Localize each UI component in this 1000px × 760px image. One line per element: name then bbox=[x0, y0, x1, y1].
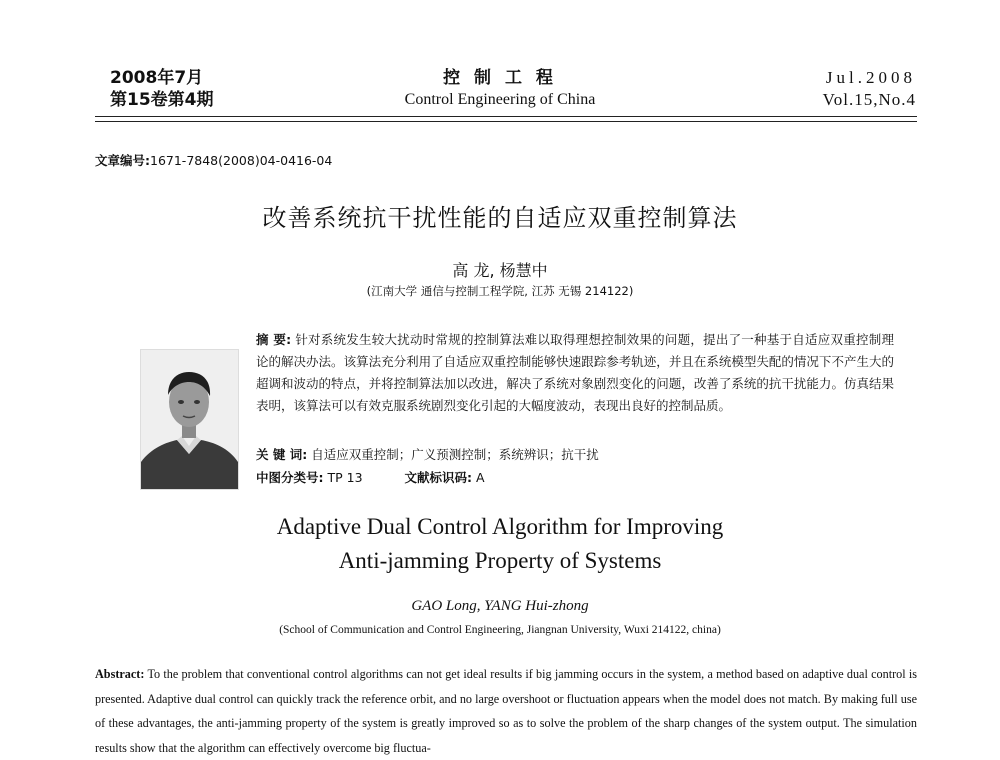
abstract-text-cn: 针对系统发生较大扰动时常规的控制算法难以取得理想控制效果的问题，提出了一种基于自适应双重控制理论的解决办法。该算法充分利用了自适应双重控制能够快速跟踪参考轨迹，并且在系统模型失配的情况下不产生大的超调和波动的特点，并将控制算法加以改进，解决了系统对象剧烈变化的问题，改善了系统的抗干扰能力。仿真结果表明，该算法可以有效克服系统剧烈变化引起的大幅度波动，表现出良好的控制品质。 bbox=[256, 332, 894, 413]
doc-code-label: 文献标识码: bbox=[404, 470, 473, 485]
affiliation-cn: (江南大学 通信与控制工程学院, 江苏 无锡 214122) bbox=[366, 284, 634, 298]
author-photo-image bbox=[141, 350, 238, 489]
abstract-cn bbox=[256, 329, 894, 417]
authors-cn: 高 龙, 杨慧中 bbox=[452, 261, 548, 280]
header-rule-top bbox=[95, 116, 917, 117]
abstract-text-en: To the problem that conventional control algorithms can not get ideal results if big jamming occurs in the system, a method based on adaptive dual control is presented. Adaptive dual control can quickly track the reference orbit, and no large overshoot or fluctuation appears when the model does not match. By making full use of these advantages, the anti-jamming property of the system is greatly improved so as to solve the problem of the sharp changes of the system output. The simulation results show that the algorithm can effectively overcome big fluctua- bbox=[95, 667, 917, 755]
abstract-label-en: Abstract: bbox=[95, 667, 145, 681]
journal-name-cn: 控 制 工 程 bbox=[443, 68, 557, 88]
keywords-label-cn: 关 键 词: bbox=[256, 447, 308, 462]
clc-label: 中图分类号: bbox=[256, 470, 324, 485]
keywords-text-cn: 自适应双重控制；广义预测控制；系统辨识；抗干扰 bbox=[311, 447, 599, 462]
header-rule-bottom bbox=[95, 121, 917, 122]
header-volume-en: Vol.15,No.4 bbox=[822, 90, 916, 109]
article-number-value: 1671-7848(2008)04-0416-04 bbox=[150, 153, 333, 168]
paper-title-en bbox=[0, 510, 1000, 578]
author-photo bbox=[140, 349, 239, 490]
abstract-label-cn: 摘 要: bbox=[256, 332, 292, 347]
article-number-label: 文章编号: bbox=[95, 153, 150, 168]
keywords-cn bbox=[256, 445, 599, 463]
paper-title-en-line2: Anti-jamming Property of Systems bbox=[338, 548, 662, 573]
affiliation-en: (School of Communication and Control Engineering, Jiangnan University, Wuxi 214122, china) bbox=[279, 624, 721, 636]
journal-name-en: Control Engineering of China bbox=[404, 91, 596, 108]
paper-title-en-line1: Adaptive Dual Control Algorithm for Improving bbox=[276, 514, 724, 539]
header-date-en: Jul.2008 bbox=[825, 68, 916, 87]
authors-en: GAO Long, YANG Hui-zhong bbox=[411, 598, 589, 614]
doc-code-value: A bbox=[476, 470, 485, 485]
header-issue-cn: 第15卷第4期 bbox=[110, 90, 214, 110]
clc-value: TP 13 bbox=[327, 470, 363, 485]
abstract-en bbox=[95, 662, 917, 760]
header-date-cn: 2008年7月 bbox=[110, 68, 204, 88]
paper-title-cn: 改善系统抗干扰性能的自适应双重控制算法 bbox=[262, 204, 738, 232]
article-number bbox=[95, 151, 332, 169]
classification-cn bbox=[256, 468, 485, 486]
